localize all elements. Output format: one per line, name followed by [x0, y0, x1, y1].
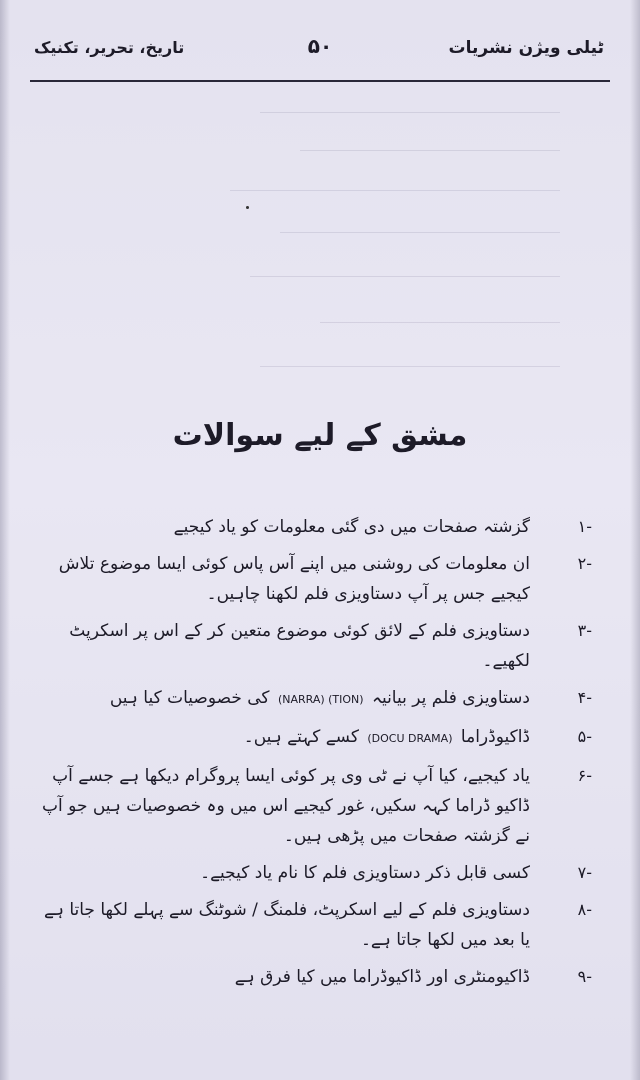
english-term: (NARRA) (TION) — [277, 693, 364, 706]
section-title: مشق کے لیے سوالات — [172, 418, 468, 453]
question-text: ان معلومات کی روشنی میں اپنے آس پاس کوئی ایسا موضوع تلاش کیجیے جس پر آپ دستاویزی فلم لکھنا چاہیں۔ — [58, 554, 530, 604]
question-text: یاد کیجیے، کیا آپ نے ٹی وی پر کوئی ایسا پروگرام دیکھا ہے جسے آپ ڈاکیو ڈراما کہہ سکیں، غور کیجیے اس میں وہ خصوصیات ہیں جو آپ نے گزشتہ صفحات میں پڑھی ہیں۔ — [42, 766, 530, 846]
question-number: -۳ — [577, 621, 592, 640]
bleed-line — [300, 150, 560, 151]
question-number: -۶ — [577, 766, 592, 785]
question-text: کسی قابل ذکر دستاویزی فلم کا نام یاد کیجیے۔ — [200, 863, 530, 883]
question-text-end: کسے کہتے ہیں۔ — [243, 727, 359, 747]
bleed-line — [260, 366, 560, 367]
question-number: -۹ — [577, 967, 592, 986]
question-number: -۸ — [577, 900, 592, 919]
question-number: -۱ — [577, 517, 592, 536]
question-text: ڈاکیوڈراما — [460, 727, 530, 747]
bleed-line — [320, 322, 560, 323]
question-item — [36, 858, 604, 888]
ink-dot — [246, 206, 249, 209]
question-text: دستاویزی فلم پر بیانیہ — [371, 688, 530, 708]
bleed-line — [260, 112, 560, 113]
question-item — [36, 761, 604, 851]
question-item — [36, 512, 604, 542]
question-item — [36, 616, 604, 676]
running-header — [30, 32, 610, 82]
question-text: دستاویزی فلم کے لیے اسکرپٹ، فلمنگ / شوٹنگ سے پہلے لکھا جاتا ہے یا بعد میں لکھا جاتا ہے۔ — [44, 900, 530, 950]
question-number: -۴ — [577, 688, 592, 707]
question-number: -۷ — [577, 863, 592, 882]
question-item — [36, 549, 604, 609]
english-term: (DOCU DRAMA) — [367, 732, 453, 745]
question-number: -۵ — [577, 727, 592, 746]
bleed-line — [250, 276, 560, 277]
question-item — [36, 962, 604, 992]
question-text: دستاویزی فلم کے لائق کوئی موضوع متعین کر کے اس پر اسکرپٹ لکھیے۔ — [69, 621, 530, 671]
header-rule — [30, 80, 610, 82]
question-item — [36, 895, 604, 955]
question-list — [36, 512, 604, 999]
question-item — [36, 722, 604, 754]
chapter-title: تاریخ، تحریر، تکنیک — [34, 38, 185, 57]
question-text: گزشتہ صفحات میں دی گئی معلومات کو یاد کیجیے — [173, 517, 530, 537]
question-item — [36, 683, 604, 715]
question-text: ڈاکیومنٹری اور ڈاکیوڈراما میں کیا فرق ہے — [234, 967, 530, 987]
page-number: ۵۰ — [307, 34, 333, 58]
question-text-end: کی خصوصیات کیا ہیں — [109, 688, 270, 708]
bleed-line — [280, 232, 560, 233]
book-title: ٹیلی ویژن نشریات — [448, 38, 604, 58]
question-number: -۲ — [577, 554, 592, 573]
page-right-shadow — [630, 0, 640, 1080]
page-left-shadow — [0, 0, 10, 1080]
bleed-line — [230, 190, 560, 191]
